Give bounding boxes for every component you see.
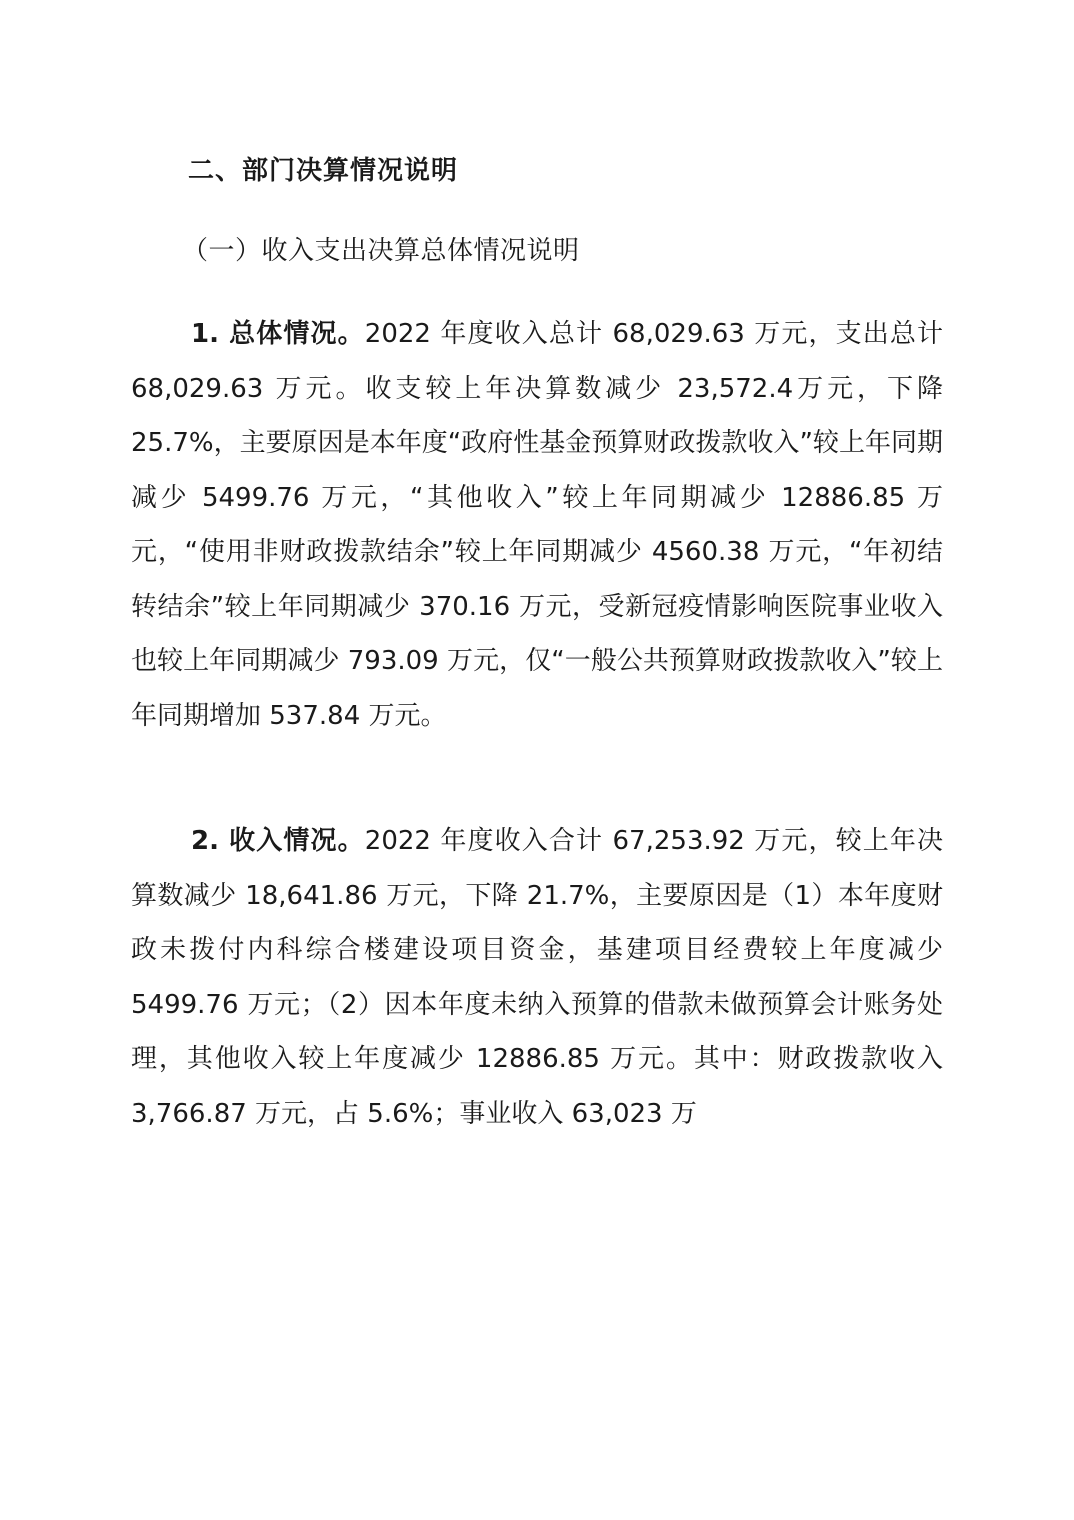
paragraph-income	[131, 814, 943, 1141]
paragraph-overall	[131, 307, 943, 743]
paragraph-lead: 1. 总体情况。	[191, 319, 365, 349]
section-title: 二、部门决算情况说明	[188, 156, 459, 186]
paragraph-body: 2022 年度收入合计 67,253.92 万元，较上年决算数减少 18,641.86 万元，下降 21.7%，主要原因是（1）本年度财政未拨付内科综合楼建设项目资金，基建项目经费较上年度减少 5499.76 万元；（2）因本年度未纳入预算的借款未做预算会计账务处理，其他收入较上年度减少 12886.85 万元。其中：财政拨款收入 3,766.87 万元，占 5.6%；事业收入 63,023 万	[131, 826, 943, 1129]
subsection-title: （一）收入支出决算总体情况说明	[182, 236, 580, 266]
paragraph-body: 2022 年度收入总计 68,029.63 万元，支出总计 68,029.63 万元。收支较上年决算数减少 23,572.4万元，下降 25.7%，主要原因是本年度“政府性基金预算财政拨款收入”较上年同期减少 5499.76 万元，“其他收入”较上年同期减少 12886.85 万元，“使用非财政拨款结余”较上年同期减少 4560.38 万元，“年初结转结余”较上年同期减少 370.16 万元，受新冠疫情影响医院事业收入也较上年同期减少 793.09 万元，仅“一般公共预算财政拨款收入”较上年同期增加 537.84 万元。	[131, 319, 943, 731]
paragraph-lead: 2. 收入情况。	[191, 826, 365, 856]
